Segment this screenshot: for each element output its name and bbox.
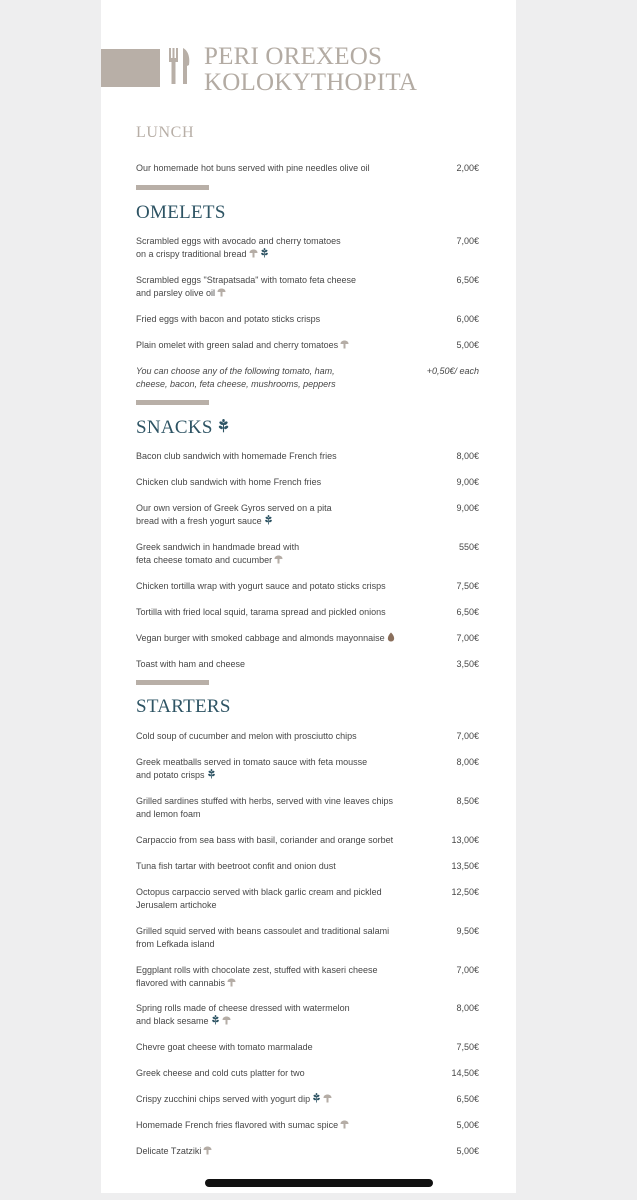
menu-item-line xyxy=(136,606,404,619)
menu-item-description xyxy=(136,313,404,326)
menu-item-price: 9,00€ xyxy=(456,503,479,513)
menu-item-line xyxy=(136,313,404,326)
menu-item-price: 6,50€ xyxy=(456,607,479,617)
menu-item-description xyxy=(136,274,404,300)
menu-item-description xyxy=(136,1002,404,1028)
almond-icon xyxy=(387,632,395,642)
menu-item-line xyxy=(136,580,404,593)
menu-item-text: Spring rolls made of cheese dressed with watermelon xyxy=(136,1003,350,1013)
restaurant-name xyxy=(204,44,504,96)
menu-item-text: feta cheese tomato and cucumber xyxy=(136,555,273,565)
menu-item-description xyxy=(136,1145,404,1158)
mushroom-icon xyxy=(217,288,226,297)
menu-item xyxy=(136,1093,479,1106)
menu-item-price: 9,00€ xyxy=(456,477,479,487)
section-title-omelets xyxy=(136,202,226,224)
menu-item-text: Chevre goat cheese with tomato marmalade xyxy=(136,1042,313,1052)
restaurant-name-line2: KOLOKYTHOPITA xyxy=(204,69,418,96)
menu-item xyxy=(136,925,479,951)
menu-item-price: 8,00€ xyxy=(456,451,479,461)
menu-item xyxy=(136,795,479,821)
menu-item-text: Grilled squid served with beans cassoulet and traditional salami xyxy=(136,926,390,936)
menu-item-line xyxy=(136,1119,404,1132)
menu-item-line xyxy=(136,658,404,671)
menu-item-text: Greek cheese and cold cuts platter for two xyxy=(136,1068,305,1078)
menu-item-text: and parsley olive oil xyxy=(136,288,216,298)
mushroom-icon xyxy=(323,1094,332,1103)
menu-item-description xyxy=(136,541,404,567)
section-title-starters xyxy=(136,696,231,718)
menu-item-description xyxy=(136,795,404,821)
menu-item-text: Delicate Tzatziki xyxy=(136,1146,202,1156)
menu-item-price: 8,50€ xyxy=(456,796,479,806)
menu-item-line xyxy=(136,1067,404,1080)
menu-item-price: 5,00€ xyxy=(456,1146,479,1156)
wheat-icon xyxy=(211,1015,220,1025)
menu-item xyxy=(136,502,479,528)
menu-item-line xyxy=(136,476,404,489)
menu-item xyxy=(136,365,479,391)
mushroom-icon xyxy=(340,340,349,349)
menu-item xyxy=(136,1145,479,1158)
menu-item-description xyxy=(136,1119,404,1132)
menu-item-text: Grilled sardines stuffed with herbs, served with vine leaves chips xyxy=(136,796,393,806)
menu-item-description xyxy=(136,964,404,990)
menu-item-line xyxy=(136,964,404,977)
section-divider xyxy=(136,680,209,685)
menu-item-text: Greek sandwich in handmade bread with xyxy=(136,542,300,552)
menu-item-line xyxy=(136,886,404,899)
menu-item-text: Greek meatballs served in tomato sauce with feta mousse xyxy=(136,757,368,767)
menu-item-line xyxy=(136,860,404,873)
menu-item-line xyxy=(136,938,404,951)
menu-item-description xyxy=(136,1093,404,1106)
section-title-text: STARTERS xyxy=(136,696,231,717)
menu-item-text: on a crispy traditional bread xyxy=(136,249,247,259)
menu-item-line xyxy=(136,1093,404,1106)
menu-item xyxy=(136,886,479,912)
menu-item-line xyxy=(136,834,404,847)
menu-item-price: 7,00€ xyxy=(456,965,479,975)
menu-item-line xyxy=(136,541,404,554)
menu-item-line xyxy=(136,808,404,821)
menu-item-description xyxy=(136,1067,404,1080)
menu-item xyxy=(136,1002,479,1028)
menu-item-price: 6,50€ xyxy=(456,1094,479,1104)
menu-item-text: and lemon foam xyxy=(136,809,201,819)
section-title-snacks xyxy=(136,417,230,439)
menu-item-text: Our homemade hot buns served with pine needles olive oil xyxy=(136,163,370,173)
menu-item-price: 13,00€ xyxy=(451,835,479,845)
menu-item-description xyxy=(136,1041,404,1054)
menu-item xyxy=(136,274,479,300)
menu-item-price: 7,00€ xyxy=(456,731,479,741)
menu-item-text: bread with a fresh yogurt sauce xyxy=(136,516,262,526)
menu-item-description xyxy=(136,476,404,489)
menu-item xyxy=(136,756,479,782)
section-title-lunch xyxy=(136,124,194,142)
menu-item-text: Tortilla with fried local squid, tarama spread and pickled onions xyxy=(136,607,386,617)
mushroom-icon xyxy=(274,555,283,564)
mushroom-icon xyxy=(222,1016,231,1025)
restaurant-name-line1: PERI OREXEOS xyxy=(204,43,383,70)
mushroom-icon xyxy=(227,978,236,987)
menu-item xyxy=(136,162,479,175)
menu-item-description xyxy=(136,860,404,873)
menu-item-line xyxy=(136,899,404,912)
menu-item-line xyxy=(136,1015,404,1028)
menu-page xyxy=(101,0,516,1193)
menu-item xyxy=(136,606,479,619)
menu-item-description xyxy=(136,756,404,782)
menu-item-line xyxy=(136,756,404,769)
menu-item-description xyxy=(136,450,404,463)
wheat-icon xyxy=(312,1093,321,1103)
menu-item-price: 12,50€ xyxy=(451,887,479,897)
wheat-icon xyxy=(264,515,273,525)
menu-item-line xyxy=(136,1002,404,1015)
menu-item xyxy=(136,580,479,593)
menu-item-line xyxy=(136,925,404,938)
menu-item-text: Crispy zucchini chips served with yogurt dip xyxy=(136,1094,311,1104)
menu-item-description xyxy=(136,925,404,951)
menu-item-description xyxy=(136,606,404,619)
menu-item-price: 2,00€ xyxy=(456,163,479,173)
menu-item-price: 5,00€ xyxy=(456,1120,479,1130)
menu-item-line xyxy=(136,977,404,990)
menu-item xyxy=(136,1041,479,1054)
wheat-icon xyxy=(217,419,230,433)
mushroom-icon xyxy=(203,1146,212,1155)
menu-item-line xyxy=(136,795,404,808)
menu-item xyxy=(136,964,479,990)
menu-item-description xyxy=(136,235,404,261)
menu-item-price: 550€ xyxy=(458,542,479,552)
menu-item-text: Our own version of Greek Gyros served on a pita xyxy=(136,503,332,513)
menu-item-line xyxy=(136,274,404,287)
menu-item-text: Cold soup of cucumber and melon with prosciutto chips xyxy=(136,731,357,741)
menu-item-line xyxy=(136,1041,404,1054)
menu-item-text: Octopus carpaccio served with black garlic cream and pickled xyxy=(136,887,382,897)
menu-item-price: 7,00€ xyxy=(456,236,479,246)
menu-item-text: Tuna fish tartar with beetroot confit and onion dust xyxy=(136,861,336,871)
menu-item-description xyxy=(136,834,404,847)
menu-item-line xyxy=(136,248,404,261)
menu-item xyxy=(136,235,479,261)
menu-item-description xyxy=(136,365,404,391)
menu-item-price: 6,00€ xyxy=(456,314,479,324)
menu-item-price: 7,50€ xyxy=(456,581,479,591)
menu-item-price: 8,00€ xyxy=(456,1003,479,1013)
menu-item-price: 5,00€ xyxy=(456,340,479,350)
menu-item-text: Jerusalem artichoke xyxy=(136,900,217,910)
menu-item-text: Eggplant rolls with chocolate zest, stuffed with kaseri cheese xyxy=(136,965,378,975)
menu-item-description xyxy=(136,162,404,175)
menu-item-description xyxy=(136,580,404,593)
menu-item-description xyxy=(136,339,404,352)
wheat-icon xyxy=(260,248,269,258)
menu-item-line xyxy=(136,769,404,782)
menu-item-text: Toast with ham and cheese xyxy=(136,659,246,669)
menu-item-price: 7,50€ xyxy=(456,1042,479,1052)
menu-item-text: Vegan burger with smoked cabbage and almonds mayonnaise xyxy=(136,633,385,643)
menu-item-line xyxy=(136,730,404,743)
menu-item-line xyxy=(136,554,404,567)
menu-item-line xyxy=(136,515,404,528)
menu-item-line xyxy=(136,1145,404,1158)
menu-item xyxy=(136,834,479,847)
menu-item-text: cheese, bacon, feta cheese, mushrooms, peppers xyxy=(136,379,336,389)
menu-item-line xyxy=(136,378,404,391)
menu-item-line xyxy=(136,450,404,463)
menu-item xyxy=(136,339,479,352)
menu-item-description xyxy=(136,886,404,912)
menu-item xyxy=(136,730,479,743)
menu-item xyxy=(136,541,479,567)
menu-item xyxy=(136,632,479,645)
menu-item-price: 8,00€ xyxy=(456,757,479,767)
menu-item-price: 14,50€ xyxy=(451,1068,479,1078)
home-indicator[interactable] xyxy=(205,1179,433,1187)
cutlery-icon xyxy=(168,45,192,87)
menu-item-text: Scrambled eggs with avocado and cherry tomatoes xyxy=(136,236,341,246)
menu-item xyxy=(136,313,479,326)
menu-item-description xyxy=(136,632,404,645)
menu-item-line xyxy=(136,632,404,645)
menu-item-line xyxy=(136,235,404,248)
wheat-icon xyxy=(207,769,216,779)
mushroom-icon xyxy=(249,249,258,258)
menu-item xyxy=(136,476,479,489)
menu-item-description xyxy=(136,730,404,743)
menu-item-text: Scrambled eggs "Strapatsada" with tomato feta cheese xyxy=(136,275,357,285)
menu-item-line xyxy=(136,502,404,515)
brand-bar xyxy=(101,49,160,87)
menu-item-price: 3,50€ xyxy=(456,659,479,669)
menu-item-text: and black sesame xyxy=(136,1016,209,1026)
mushroom-icon xyxy=(340,1120,349,1129)
menu-item-text: Chicken club sandwich with home French fries xyxy=(136,477,322,487)
menu-item-description xyxy=(136,658,404,671)
menu-item xyxy=(136,450,479,463)
menu-item xyxy=(136,1119,479,1132)
menu-item xyxy=(136,658,479,671)
menu-item-price: 9,50€ xyxy=(456,926,479,936)
menu-item-price: 6,50€ xyxy=(456,275,479,285)
menu-item xyxy=(136,860,479,873)
menu-item-text: Homemade French fries flavored with sumac spice xyxy=(136,1120,339,1130)
menu-item-line xyxy=(136,287,404,300)
menu-item-text: from Lefkada island xyxy=(136,939,215,949)
menu-item-line xyxy=(136,365,404,378)
section-divider xyxy=(136,400,209,405)
section-title-text: OMELETS xyxy=(136,202,226,223)
menu-item-price: 13,50€ xyxy=(451,861,479,871)
menu-item-line xyxy=(136,339,404,352)
menu-item-description xyxy=(136,502,404,528)
menu-item-text: Plain omelet with green salad and cherry tomatoes xyxy=(136,340,339,350)
section-title-text: LUNCH xyxy=(136,124,195,141)
menu-item-price: 7,00€ xyxy=(456,633,479,643)
menu-item-text: Carpaccio from sea bass with basil, coriander and orange sorbet xyxy=(136,835,394,845)
menu-item-text: Bacon club sandwich with homemade French fries xyxy=(136,451,337,461)
menu-item xyxy=(136,1067,479,1080)
menu-item-text: You can choose any of the following tomato, ham, xyxy=(136,366,335,376)
section-title-text: SNACKS xyxy=(136,417,213,438)
section-divider xyxy=(136,185,209,190)
menu-item-text: Fried eggs with bacon and potato sticks crisps xyxy=(136,314,321,324)
menu-item-line xyxy=(136,162,404,175)
menu-item-text: flavored with cannabis xyxy=(136,978,226,988)
menu-item-price: +0,50€/ each xyxy=(426,366,479,376)
menu-item-text: and potato crisps xyxy=(136,770,205,780)
menu-item-text: Chicken tortilla wrap with yogurt sauce and potato sticks crisps xyxy=(136,581,386,591)
